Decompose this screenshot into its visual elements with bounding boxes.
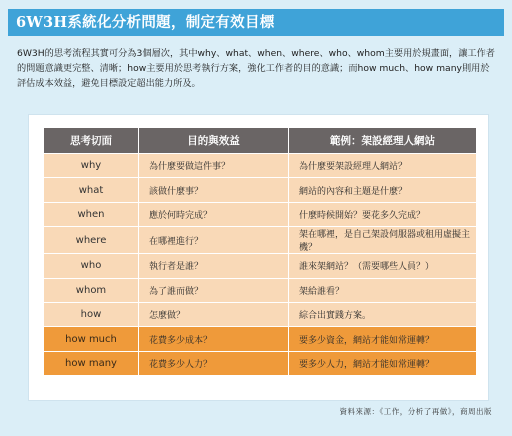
aspect-cell: why [44,154,139,178]
aspect-cell: what [44,178,139,202]
aspect-cell: how many [44,351,139,375]
header-example: 範例：架設經理人網站 [289,128,477,154]
aspect-cell: how [44,302,139,326]
example-cell: 為什麼要架設經理人網站？ [289,154,477,178]
example-cell: 架在哪裡，是自己架設伺服器或租用虛擬主機？ [289,227,477,254]
purpose-cell: 為了誰而做？ [139,278,289,302]
aspect-cell: when [44,202,139,226]
table-body [44,154,477,376]
aspect-cell: who [44,254,139,278]
example-cell: 什麼時候開始？要花多久完成？ [289,202,477,226]
example-cell: 誰來架網站？（需要哪些人員？） [289,254,477,278]
purpose-cell: 該做什麼事？ [139,178,289,202]
table-row [44,154,477,178]
example-cell: 要多少資金，網站才能如常運轉？ [289,327,477,351]
header-purpose: 目的與效益 [139,128,289,154]
example-cell: 架給誰看？ [289,278,477,302]
example-cell: 要多少人力，網站才能如常運轉？ [289,351,477,375]
table-row [44,278,477,302]
purpose-cell: 為什麼要做這件事？ [139,154,289,178]
page-title: 6W3H系統化分析問題，制定有效目標 [8,9,504,36]
6w3h-table [43,127,477,376]
table-row [44,351,477,375]
aspect-cell: whom [44,278,139,302]
table-header-row [44,128,477,154]
purpose-cell: 花費多少人力？ [139,351,289,375]
header-aspect: 思考切面 [44,128,139,154]
table-row [44,327,477,351]
aspect-cell: where [44,227,139,254]
example-cell: 網站的內容和主題是什麼？ [289,178,477,202]
table-row [44,202,477,226]
table-row [44,178,477,202]
source-note: 資料來源：《工作，分析了再做》，商周出版 [339,407,492,416]
table-card [28,114,489,401]
table-row [44,254,477,278]
purpose-cell: 執行者是誰？ [139,254,289,278]
purpose-cell: 花費多少成本？ [139,327,289,351]
purpose-cell: 在哪裡進行？ [139,227,289,254]
purpose-cell: 怎麼做？ [139,302,289,326]
example-cell: 綜合出實踐方案。 [289,302,477,326]
table-row [44,302,477,326]
intro-paragraph: 6W3H的思考流程其實可分為3個層次，其中why、what、when、where、who、whom主要用於規畫面，讓工作者的問題意識更完整、清晰；how主要用於思考執行方案，強化工作者的目的意識；而how much、how many則用於評估成本效益，避免目標設定超出能力所及。 [17,48,495,89]
aspect-cell: how much [44,327,139,351]
purpose-cell: 應於何時完成？ [139,202,289,226]
table-row [44,227,477,254]
